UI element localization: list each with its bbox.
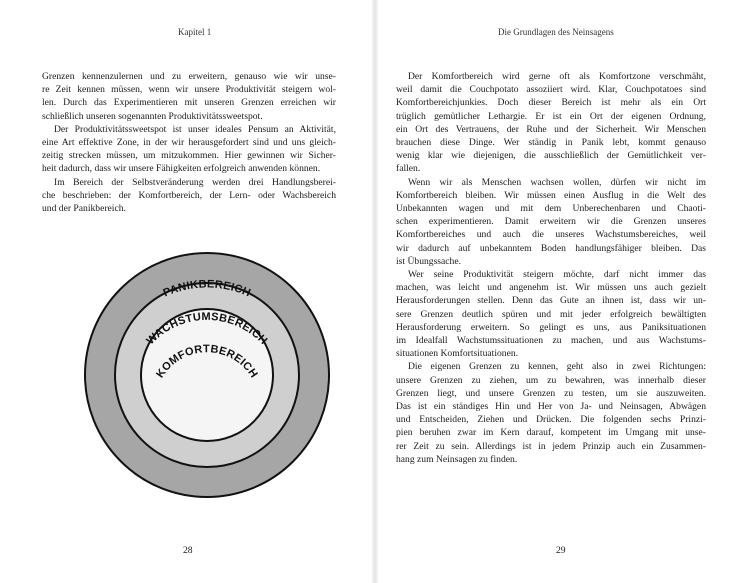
text-line: len. Durch das Experimentieren mit unseren Grenzen erreichen wir: [42, 97, 336, 109]
panic-zone-label: PANIKBEREICH: [161, 278, 253, 300]
text-line: ein Ort des Vertrauens, der Ruhe und der Sicherheit. Wir Menschen: [396, 123, 706, 135]
text-line: eine Art effektive Zone, in der wir herausgefordert sind und uns gleich-: [42, 137, 336, 149]
text-line: Der Produktivitätssweetspot ist unser ideales Pensum an Aktivität,: [54, 123, 336, 135]
text-line: re Zeit kennen müssen, wenn wir unsere Produktivität steigern wol-: [42, 84, 336, 96]
text-line: Grenzen kennenzulernen und zu erweitern, genauso wie wir unse-: [42, 71, 336, 82]
text-line: zeitig strecken müssen, um mitzukommen. Hier gewinnen wir Sicher-: [42, 150, 336, 162]
text-line: unsere Grenzen zu ziehen, um zu bewahren, was innerhalb dieser: [396, 374, 706, 386]
growth-zone-label: WACHSTUMSBEREICH: [144, 310, 270, 348]
text-line: Komfortbereich bleiben. Wir müssen einen Ausflug in die Welt des: [396, 189, 706, 201]
text-line: Wer seine Produktivität steigern möchte, darf nicht immer das: [408, 269, 706, 281]
text-line: Komfortbereiches und auch die unseres Wachstumsbereiches, weil: [396, 229, 706, 241]
text-line: trüglich gemütlicher Lethargie. Er ist ein Ort der eigenen Ordnung,: [396, 110, 706, 122]
text-line: wir dadurch auf unbekanntem Boden handlungsfähiger bleiben. Das: [396, 242, 706, 254]
text-line: Der Komfortbereich wird gerne oft als Komfortzone verschmäht,: [408, 71, 706, 82]
text-line: hang zum Neinsagen zu finden.: [396, 453, 518, 465]
text-line: Im Bereich der Selbstveränderung werden drei Handlungsberei-: [54, 176, 336, 188]
comfort-zone-label: KOMFORTBEREICH: [154, 343, 260, 381]
text-line: che beschrieben: der Komfortbereich, der Lern- oder Wachsbereich: [42, 189, 336, 201]
page-number-left: 28: [183, 545, 193, 556]
text-line: schen experimentieren. Damit erweitern wir die Grenzen unseres: [396, 216, 706, 228]
text-line: heit dadurch, dass wir unsere Fähigkeiten erfolgreich anwenden können.: [42, 163, 321, 175]
text-line: pien beruhen zwar im Kern darauf, kompetent im Umgang mit unse-: [396, 427, 706, 439]
text-line: fallen.: [396, 163, 421, 175]
text-line: rer Zeit zu sein. Allerdings ist in jedem Prinzip auch ein Zusammen-: [396, 440, 706, 452]
text-line: situationen Komfortsituationen.: [396, 348, 519, 360]
comfort-zone-diagram: [82, 250, 332, 500]
text-line: Grenzen liegt, und unsere Grenzen zu testen, um sie auszuweiten.: [396, 387, 706, 399]
running-header-right: Die Grundlagen des Neinsagens: [498, 27, 614, 37]
text-line: brauchen diese Dinge. Wer ständig in Panik lebt, kommt genauso: [396, 137, 706, 149]
text-line: sere Grenzen deutlich spüren und mit jeder erfolgreich bewältigten: [396, 308, 706, 320]
text-line: schließlich unseren sogenannten Produktivitätssweetspot.: [42, 110, 263, 122]
text-line: und Entscheiden, Ziehen und Drücken. Die folgenden sechs Prinzi-: [396, 414, 706, 426]
left-body-text: [42, 70, 336, 215]
text-line: ist Übungssache.: [396, 255, 462, 267]
text-line: Wenn wir als Menschen wachsen wollen, dürfen wir nicht im: [408, 176, 706, 188]
text-line: Das ist ein ständiges Hin und Her von Ja- und Neinsagen, Abwägen: [396, 401, 706, 413]
right-body-text: [396, 70, 706, 466]
right-page: [375, 0, 750, 583]
text-line: Die eigenen Grenzen zu kennen, geht also in zwei Richtungen:: [408, 361, 706, 373]
text-line: Herausforderung erweitern. So gelingt es uns, aus Paniksituationen: [396, 321, 706, 333]
text-line: Unbekannten wagen und mit dem Unberechenbaren und Chaoti-: [396, 203, 706, 215]
text-line: Komfortbereichjunkies. Doch dieser Bereich ist mehr als ein Ort: [396, 97, 706, 109]
text-line: und der Panikbereich.: [42, 203, 126, 215]
text-line: weil damit die Couchpotato assoziiert wird. Klar, Couchpotatoes sind: [396, 84, 706, 96]
page-number-right: 29: [556, 545, 566, 556]
text-line: im Idealfall Wachstumssituationen zu machen, und aus Wachstums-: [396, 335, 706, 347]
text-line: wenig klar wie diejenigen, die ausschließlich der Gemütlichkeit ver-: [396, 150, 706, 162]
text-line: Herausforderungen stellen. Denn das Gute an ihnen ist, dass wir un-: [396, 295, 706, 307]
running-header-left: Kapitel 1: [178, 27, 212, 37]
text-line: machen, was leicht und angenehm ist. Wir müssen uns auch gezielt: [396, 282, 706, 294]
